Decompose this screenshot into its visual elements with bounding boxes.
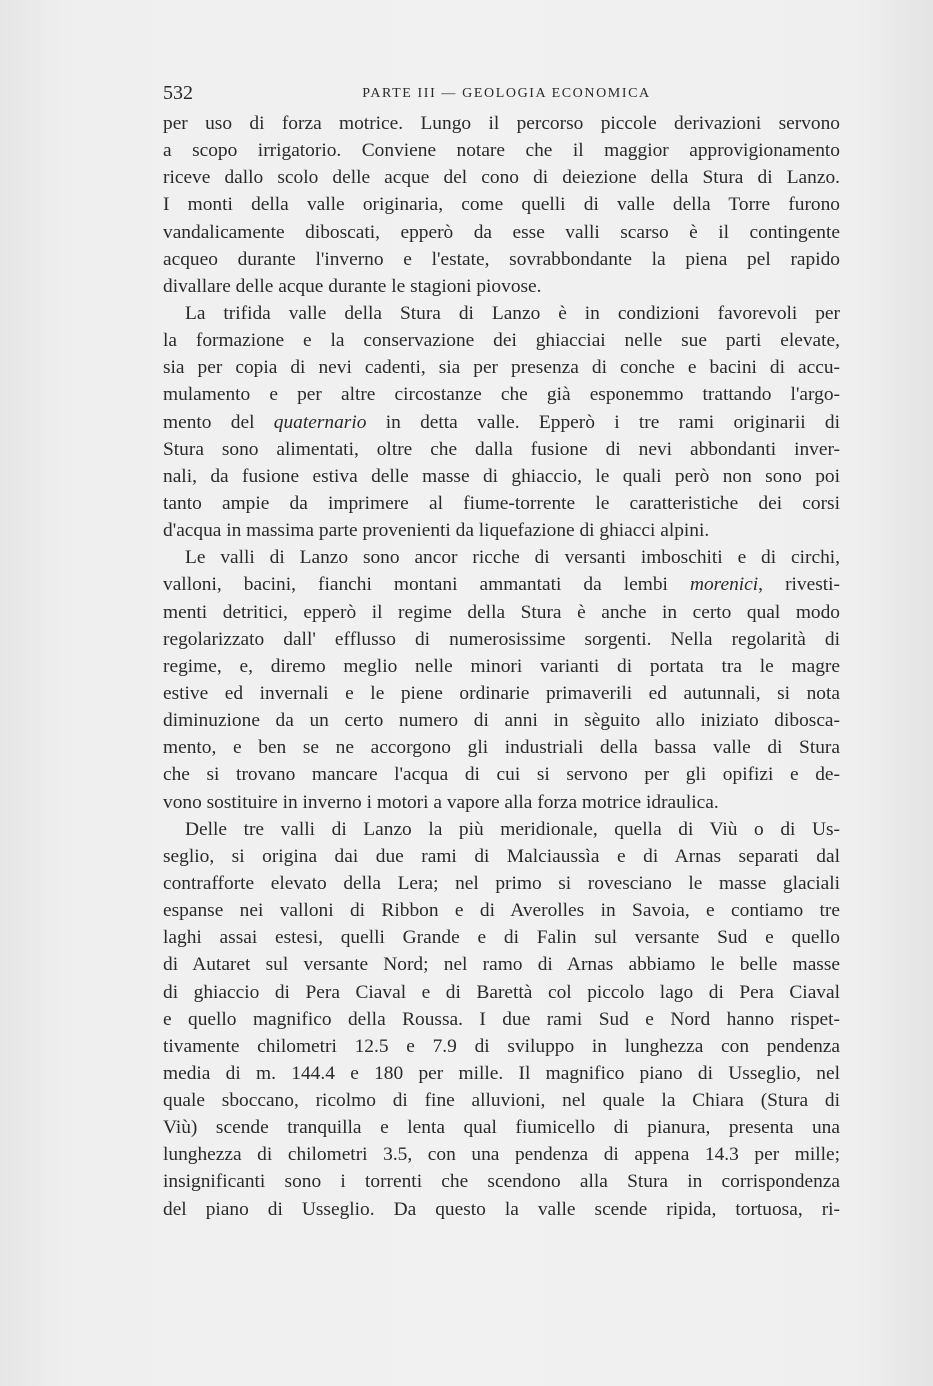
text-line: seglio, si origina dai due rami di Malciaussìa e di Arnas separati dal [163,845,840,867]
text-segment: in detta valle. Epperò i tre rami originarii di [366,411,841,433]
text-line: divallare delle acque durante le stagioni piovose. [163,275,542,297]
text-line [163,571,840,598]
text-line: regolarizzato dall' efflusso di numerosissime sorgenti. Nella regolarità di [163,628,840,650]
text-line: contrafforte elevato della Lera; nel primo si rovesciano le masse glaciali [163,872,840,894]
page-header [163,82,840,108]
text-line: quale sboccano, ricolmo di fine alluvioni, nel quale la Chiara (Stura di [163,1090,840,1112]
text-line: tanto ampie da imprimere al fiume-torrente le caratteristiche dei corsi [163,492,840,514]
text-line: media di m. 144.4 e 180 per mille. Il magnifico piano di Usseglio, nel [163,1062,840,1084]
text-line: del piano di Usseglio. Da questo la valle scende ripida, tortuosa, ri- [163,1198,840,1220]
text-line: mulamento e per altre circostanze che già esponemmo trattando l'argo- [163,384,840,406]
text-line: vono sostituire in inverno i motori a vapore alla forza motrice idraulica. [163,791,719,813]
text-line: menti detritici, epperò il regime della Stura è anche in certo qual modo [163,601,840,623]
text-line: La trifida valle della Stura di Lanzo è in condizioni favorevoli per [185,302,840,324]
text-line: Le valli di Lanzo sono ancor ricche di versanti imboschiti e di circhi, [185,547,840,569]
text-line: mento, e ben se ne accorgono gli industriali della bassa valle di Stura [163,737,840,759]
text-line: diminuzione da un certo numero di anni in sèguito allo iniziato dibosca- [163,710,840,732]
body-text [163,110,840,1223]
text-line: la formazione e la conservazione dei ghiacciai nelle sue parti elevate, [163,330,840,352]
text-line: Delle tre valli di Lanzo la più meridionale, quella di Viù o di Us- [185,818,840,840]
text-segment: , rivesti- [758,574,840,596]
text-segment: valloni, bacini, fianchi montani ammantati da lembi [163,574,690,596]
text-line: laghi assai estesi, quelli Grande e di Falin sul versante Sud e quello [163,927,840,949]
text-line: acqueo durante l'inverno e l'estate, sovrabbondante la piena pel rapido [163,248,840,270]
italic-term: morenici [689,574,759,596]
text-line: regime, e, diremo meglio nelle minori varianti di portata tra le magre [163,655,840,677]
text-line: tivamente chilometri 12.5 e 7.9 di sviluppo in lunghezza con pendenza [163,1035,840,1057]
running-head: PARTE III — GEOLOGIA ECONOMICA [362,86,651,101]
text-line: lunghezza di chilometri 3.5, con una pendenza di appena 14.3 per mille; [163,1144,840,1166]
text-line: nali, da fusione estiva delle masse di ghiaccio, le quali però non sono poi [163,465,840,487]
page-number: 532 [163,82,193,104]
text-line: riceve dallo scolo delle acque del cono di deiezione della Stura di Lanzo. [163,167,840,189]
text-line: e quello magnifico della Roussa. I due rami Sud e Nord hanno rispet- [163,1008,840,1030]
text-segment: mento del [163,411,274,433]
text-line: estive ed invernali e le piene ordinarie primaverili ed autunnali, si nota [163,682,840,704]
text-line [163,409,840,436]
text-line: per uso di forza motrice. Lungo il percorso piccole derivazioni servono [163,113,840,134]
text-line: d'acqua in massima parte provenienti da liquefazione di ghiacci alpini. [163,520,710,542]
text-line: espanse nei valloni di Ribbon e di Averolles in Savoia, e contiamo tre [163,900,840,922]
text-line: sia per copia di nevi cadenti, sia per presenza di conche e bacini di accu- [163,357,840,379]
text-line: che si trovano mancare l'acqua di cui si servono per gli opifizi e de- [163,764,840,786]
text-line: a scopo irrigatorio. Conviene notare che il maggior approvigionamento [163,140,840,162]
text-line: di Autaret sul versante Nord; nel ramo di Arnas abbiamo le belle masse [163,954,840,976]
text-line: I monti della valle originaria, come quelli di valle della Torre furono [163,194,840,216]
text-line: Viù) scende tranquilla e lenta qual fiumicello di pianura, presenta una [163,1117,840,1139]
text-line: di ghiaccio di Pera Ciaval e di Barettà col piccolo lago di Pera Ciaval [163,981,840,1003]
text-line: vandalicamente diboscati, epperò da esse valli scarso è il contingente [163,221,840,243]
text-line: insignificanti sono i torrenti che scendono alla Stura in corrispondenza [163,1171,840,1193]
text-line: Stura sono alimentati, oltre che dalla fusione di nevi abbondanti inver- [163,438,840,460]
italic-term: quaternario [273,411,367,433]
